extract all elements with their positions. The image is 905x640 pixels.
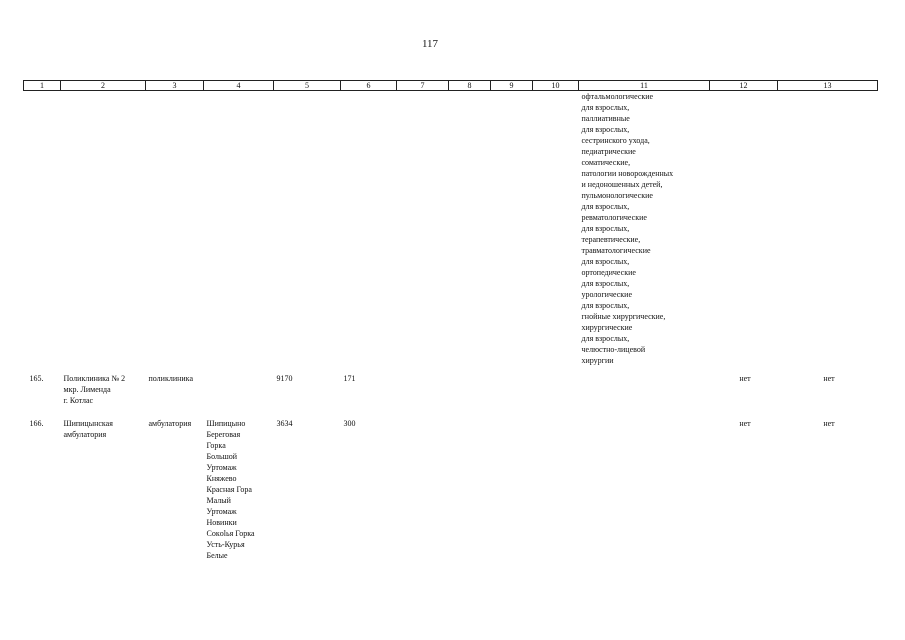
served-settlements	[204, 369, 274, 418]
row-number: 165.	[29, 374, 44, 383]
column-header: 2	[61, 81, 146, 91]
page-number: 117	[421, 38, 439, 50]
col12-value: нет	[739, 374, 751, 383]
facility-type: амбулатория	[148, 419, 192, 428]
column-header: 5	[274, 81, 341, 91]
col6-value: 300	[343, 419, 356, 428]
continuation-row	[24, 91, 878, 370]
column-header: 13	[778, 81, 878, 91]
column-number-header	[24, 81, 878, 91]
column-header: 9	[491, 81, 533, 91]
facility-name: Поликлиника № 2 мкр. Лименда г. Котлас	[63, 374, 126, 405]
col5-value: 3634	[276, 419, 293, 428]
column-header: 11	[579, 81, 710, 91]
facility-type: поликлиника	[148, 374, 193, 383]
col13-value: нет	[823, 419, 835, 428]
column-header: 12	[710, 81, 778, 91]
column-header: 3	[146, 81, 204, 91]
table-row	[24, 418, 878, 561]
column-header: 7	[397, 81, 449, 91]
col6-value: 171	[343, 374, 356, 383]
table-row	[24, 369, 878, 418]
column-header: 6	[341, 81, 397, 91]
column-header: 10	[533, 81, 579, 91]
col12-value: нет	[739, 419, 751, 428]
served-settlements: Шипицыно Береговая Горка Большой Уртомаж Княжево Красная Гора Малый Уртомаж Новинки Сокolья Горка Усть-Курья Белые	[206, 419, 255, 560]
row-number: 166.	[29, 419, 44, 428]
facility-name: Шипицынская амбулатория	[63, 419, 113, 439]
column-header: 1	[24, 81, 61, 91]
column-header: 8	[449, 81, 491, 91]
column-header: 4	[204, 81, 274, 91]
facility-table	[23, 80, 878, 561]
col5-value: 9170	[276, 374, 293, 383]
bed-profiles-cell: офтальмологические для взрослых, паллиативные для взрослых, сестринского ухода, педиатрические соматические, патологии новорожденных и недоношенных детей, пульмонологические для взрослых, ревматологические для взрослых, терапевтические, травматологические для взрослых, ортопедические для взрослых, урологические для взрослых, гнойные хирургические, хирургические для взрослых, челюстно-лицевой хирургии	[581, 92, 674, 365]
col13-value: нет	[823, 374, 835, 383]
